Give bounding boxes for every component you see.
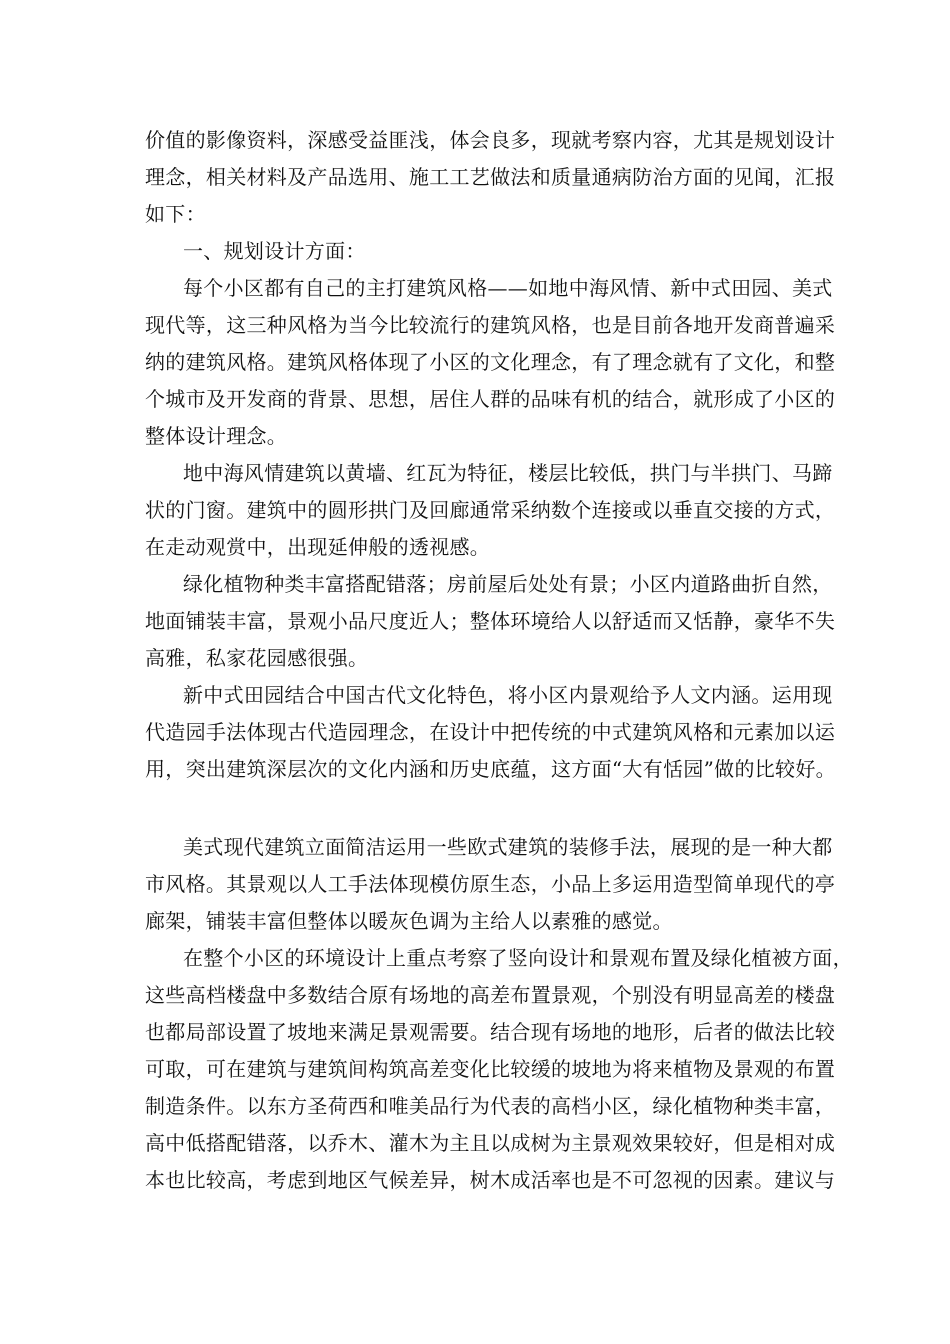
body-line: 在整个小区的环境设计上重点考察了竖向设计和景观布置及绿化植被方面， [183,946,853,970]
body-line: 个城市及开发商的背景、思想，居住人群的品味有机的结合，就形成了小区的 [145,387,836,411]
body-line: 市风格。其景观以人工手法体现模仿原生态，小品上多运用造型简单现代的亭 [145,872,836,896]
body-line: 在走动观赏中，出现延伸般的透视感。 [145,535,491,559]
body-line: 用，突出建筑深层次的文化内涵和历史底蕴，这方面“大有恬园”做的比较好。 [145,757,836,781]
body-line: 现代等，这三种风格为当今比较流行的建筑风格，也是目前各地开发商普遍采 [145,313,836,337]
body-line: 高雅，私家花园感很强。 [145,646,369,670]
body-line: 这些高档楼盘中多数结合原有场地的高差布置景观，个别没有明显高差的楼盘 [145,983,836,1007]
body-line: 整体设计理念。 [145,424,288,448]
body-line: 理念，相关材料及产品选用、施工工艺做法和质量通病防治方面的见闻，汇报 [145,165,836,189]
body-line: 本也比较高，考虑到地区气候差异，树木成活率也是不可忽视的因素。建议与 [145,1168,836,1192]
section-heading: 一、规划设计方面： [183,239,366,263]
body-line: 可取，可在建筑与建筑间构筑高差变化比较缓的坡地为将来植物及景观的布置 [145,1057,836,1081]
body-line: 每个小区都有自己的主打建筑风格——如地中海风情、新中式田园、美式 [183,276,833,300]
body-line: 代造园手法体现古代造园理念，在设计中把传统的中式建筑风格和元素加以运 [145,720,836,744]
body-line: 纳的建筑风格。建筑风格体现了小区的文化理念，有了理念就有了文化，和整 [145,350,836,374]
body-line: 廊架，铺装丰富但整体以暖灰色调为主给人以素雅的感觉。 [145,909,673,933]
body-line: 高中低搭配错落，以乔木、灌木为主且以成树为主景观效果较好，但是相对成 [145,1131,836,1155]
body-line: 美式现代建筑立面简洁运用一些欧式建筑的装修手法，展现的是一种大都 [183,835,833,859]
body-line: 制造条件。以东方圣荷西和唯美品行为代表的高档小区，绿化植物种类丰富， [145,1094,836,1118]
body-line: 价值的影像资料，深感受益匪浅，体会良多，现就考察内容，尤其是规划设计 [145,128,836,152]
body-line: 地面铺装丰富，景观小品尺度近人；整体环境给人以舒适而又恬静，豪华不失 [145,609,836,633]
body-line: 绿化植物种类丰富搭配错落；房前屋后处处有景；小区内道路曲折自然， [183,572,833,596]
body-line: 如下： [145,202,206,226]
body-line: 状的门窗。建筑中的圆形拱门及回廊通常采纳数个连接或以垂直交接的方式， [145,498,836,522]
body-line: 新中式田园结合中国古代文化特色，将小区内景观给予人文内涵。运用现 [183,683,833,707]
body-line: 也都局部设置了坡地来满足景观需要。结合现有场地的地形，后者的做法比较 [145,1020,836,1044]
body-line: 地中海风情建筑以黄墙、红瓦为特征，楼层比较低，拱门与半拱门、马蹄 [183,461,833,485]
